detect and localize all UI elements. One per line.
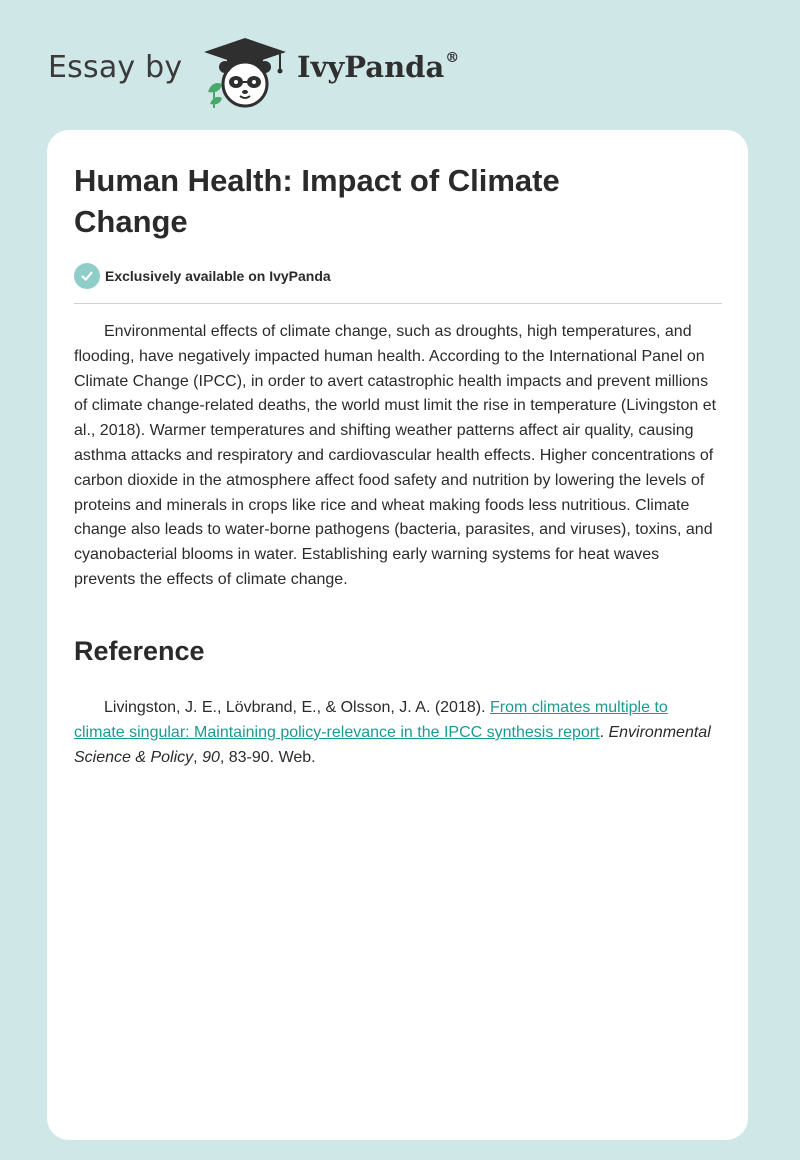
essay-by-label: Essay by [48, 50, 183, 85]
badge-label: Exclusively available on IvyPanda [105, 268, 331, 284]
reference-pages: , 83-90. Web. [219, 748, 316, 766]
reference-heading: Reference [74, 636, 205, 666]
divider [74, 303, 722, 304]
reference-link[interactable]: From climates multiple to climate singular: Maintaining policy-relevance in the IPCC synthesis report [74, 699, 668, 741]
registered-mark: ® [445, 50, 460, 67]
reference-authors: Livingston, J. E., Lövbrand, E., & Olsson, J. A. (2018). [104, 699, 490, 716]
article-card [47, 130, 748, 1140]
reference-after-link: . [599, 723, 609, 741]
site-header [0, 0, 800, 130]
reference-sep: , [193, 748, 203, 766]
check-circle-icon [74, 263, 100, 289]
article-body: Environmental effects of climate change, such as droughts, high temperatures, and flooding, have negatively impacted human health. According to the International Panel on Climate Change (IPCC), in order to avert catastrophic health impacts and prevent millions of climate change-related deaths, the world must limit the rise in temperature (Livingston et al., 2018). Warmer temperatures and shifting weather patterns affect air quality, causing asthma attacks and respiratory and cardiovascular health effects. Higher concentrations of carbon dioxide in the atmosphere affect food safety and nutrition by lowering the levels of proteins and minerals in crops like rice and wheat making foods less nutritious. Climate change also leads to water-borne pathogens (bacteria, parasites, and viruses), toxins, and cyanobacterial blooms in water. Establishing early warning systems for heat waves prevents the effects of climate change. [74, 323, 717, 588]
brand-name[interactable] [297, 50, 459, 84]
article-title: Human Health: Impact of Climate Change [74, 163, 560, 239]
reference-volume: 90 [202, 748, 220, 766]
panda-graduate-logo-icon[interactable] [200, 36, 290, 110]
reference-journal: Environmental Science & Policy [74, 723, 711, 766]
exclusive-badge [74, 263, 331, 289]
reference-entry [74, 696, 722, 770]
brand-name-text: IvyPanda [297, 50, 445, 84]
